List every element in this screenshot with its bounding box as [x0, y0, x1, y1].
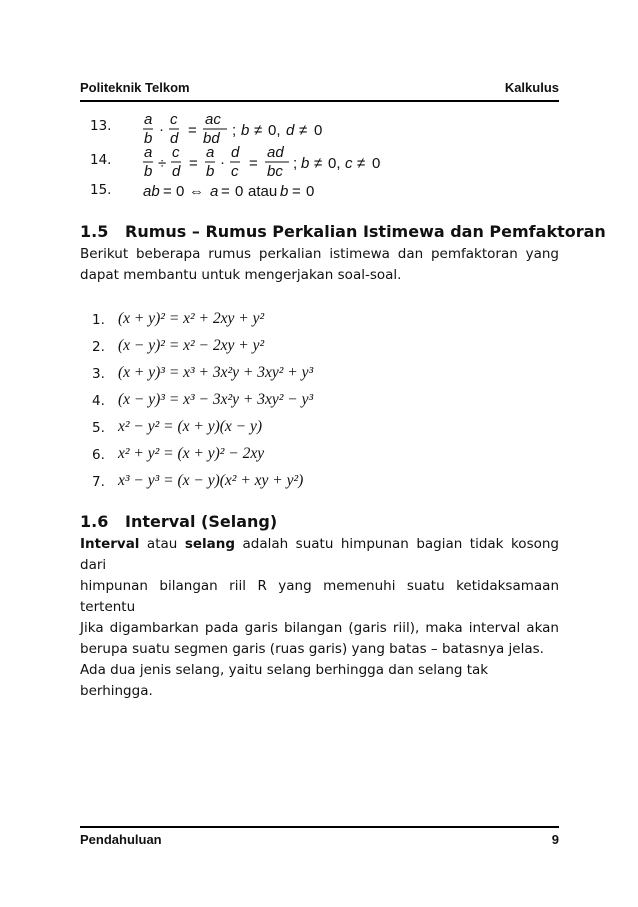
svg-text:=: = — [292, 183, 301, 200]
svg-text:=: = — [249, 155, 258, 172]
section-title: Rumus – Rumus Perkalian Istimewa dan Pemfaktoran — [125, 222, 606, 241]
svg-text:b: b — [301, 155, 310, 172]
svg-text:0: 0 — [306, 183, 315, 200]
svg-text:d: d — [170, 130, 179, 147]
paragraph-line: himpunan bilangan riil R yang memenuhi suatu ketidaksamaan — [80, 578, 559, 594]
svg-text:0: 0 — [176, 183, 185, 200]
svg-text:0: 0 — [235, 183, 244, 200]
svg-text:a: a — [144, 111, 153, 128]
svg-text:0: 0 — [372, 155, 381, 172]
svg-text:d: d — [231, 144, 240, 161]
formula-number: 4. — [92, 393, 105, 409]
svg-text:b: b — [144, 163, 153, 180]
paragraph-text: adalah suatu himpunan bagian tidak kosong dari — [80, 536, 559, 573]
paragraph-line: berupa suatu segmen garis (ruas garis) yang batas – batasnya jelas. — [80, 641, 544, 657]
svg-text:0,: 0, — [268, 122, 281, 139]
footer-rule — [80, 826, 559, 828]
formula-number: 7. — [92, 474, 105, 490]
svg-text:=: = — [189, 155, 198, 172]
svg-text:;: ; — [232, 122, 237, 139]
header-rule — [80, 100, 559, 102]
svg-text:≠: ≠ — [299, 122, 308, 139]
intro-paragraph — [80, 244, 559, 286]
formula-number: 2. — [92, 339, 105, 355]
svg-text:ad: ad — [267, 144, 284, 161]
formula-expression: x² − y² = (x + y)(x − y) — [118, 418, 263, 435]
svg-text:bd: bd — [203, 130, 220, 147]
formula-expression: (x + y)² = x² + 2xy + y² — [118, 310, 265, 327]
header-right: Kalkulus — [504, 80, 559, 95]
paragraph-line: Ada dua jenis selang, yaitu selang berhingga dan selang tak berhingga. — [80, 662, 489, 699]
section-number: 1.5 — [80, 222, 109, 241]
svg-text:ac: ac — [205, 111, 221, 128]
svg-text:·: · — [159, 121, 164, 138]
svg-text:;: ; — [293, 155, 298, 172]
svg-text:=: = — [163, 183, 172, 200]
svg-text:·: · — [220, 154, 225, 171]
property-number: 15. — [90, 182, 112, 198]
paragraph-line: Jika digambarkan pada garis bilangan (garis riil), maka interval akan — [80, 620, 559, 636]
equation-14 — [143, 143, 393, 179]
formula-expression: x² + y² = (x + y)² − 2xy — [118, 445, 265, 462]
page-number: 9 — [551, 832, 559, 847]
paragraph-text: atau — [139, 536, 185, 552]
interval-paragraph — [80, 534, 559, 702]
svg-text:b: b — [144, 130, 153, 147]
section-title: Interval (Selang) — [125, 512, 278, 531]
svg-text:d: d — [172, 163, 181, 180]
header-left: Politeknik Telkom — [80, 80, 190, 95]
paragraph-line — [80, 534, 559, 576]
svg-text:c: c — [231, 163, 239, 180]
svg-text:atau: atau — [248, 183, 278, 200]
svg-text:≠: ≠ — [254, 122, 263, 139]
equation-15 — [143, 181, 363, 201]
property-expression — [143, 143, 393, 183]
svg-text:ab: ab — [143, 183, 160, 200]
property-expression — [143, 181, 363, 205]
svg-text:b: b — [241, 122, 250, 139]
svg-text:=: = — [188, 122, 197, 139]
paragraph-line: tertentu — [80, 599, 136, 615]
svg-text:÷: ÷ — [158, 155, 167, 172]
svg-text:=: = — [221, 183, 230, 200]
property-number: 14. — [90, 152, 112, 168]
footer-left: Pendahuluan — [80, 832, 162, 847]
svg-text:c: c — [345, 155, 353, 172]
svg-text:c: c — [172, 144, 180, 161]
svg-text:0: 0 — [314, 122, 323, 139]
paragraph-line: dapat membantu untuk mengerjakan soal-soal. — [80, 267, 402, 283]
svg-text:b: b — [206, 163, 215, 180]
term-interval: Interval — [80, 536, 140, 552]
section-number: 1.6 — [80, 512, 109, 531]
svg-text:b: b — [280, 183, 289, 200]
svg-text:a: a — [144, 144, 153, 161]
svg-text:a: a — [206, 144, 215, 161]
equation-13 — [143, 110, 363, 146]
svg-text:0,: 0, — [328, 155, 341, 172]
svg-text:⇔: ⇔ — [189, 183, 204, 200]
formula-expression: x³ − y³ = (x − y)(x² + xy + y²) — [118, 472, 304, 489]
term-selang: selang — [184, 536, 236, 552]
property-number: 13. — [90, 118, 112, 134]
svg-text:bc: bc — [267, 163, 283, 180]
svg-text:≠: ≠ — [314, 155, 323, 172]
formula-number: 3. — [92, 366, 105, 382]
formula-expression: (x − y)³ = x³ − 3x²y + 3xy² − y³ — [118, 391, 314, 408]
svg-text:≠: ≠ — [357, 155, 366, 172]
formula-number: 1. — [92, 312, 105, 328]
formula-number: 6. — [92, 447, 105, 463]
svg-text:c: c — [170, 111, 178, 128]
svg-text:a: a — [210, 183, 219, 200]
formula-expression: (x − y)² = x² − 2xy + y² — [118, 337, 265, 354]
formula-expression: (x + y)³ = x³ + 3x²y + 3xy² + y³ — [118, 364, 314, 381]
formula-number: 5. — [92, 420, 105, 436]
paragraph-line: Berikut beberapa rumus perkalian istimewa dan pemfaktoran yang — [80, 246, 559, 262]
svg-text:d: d — [286, 122, 295, 139]
